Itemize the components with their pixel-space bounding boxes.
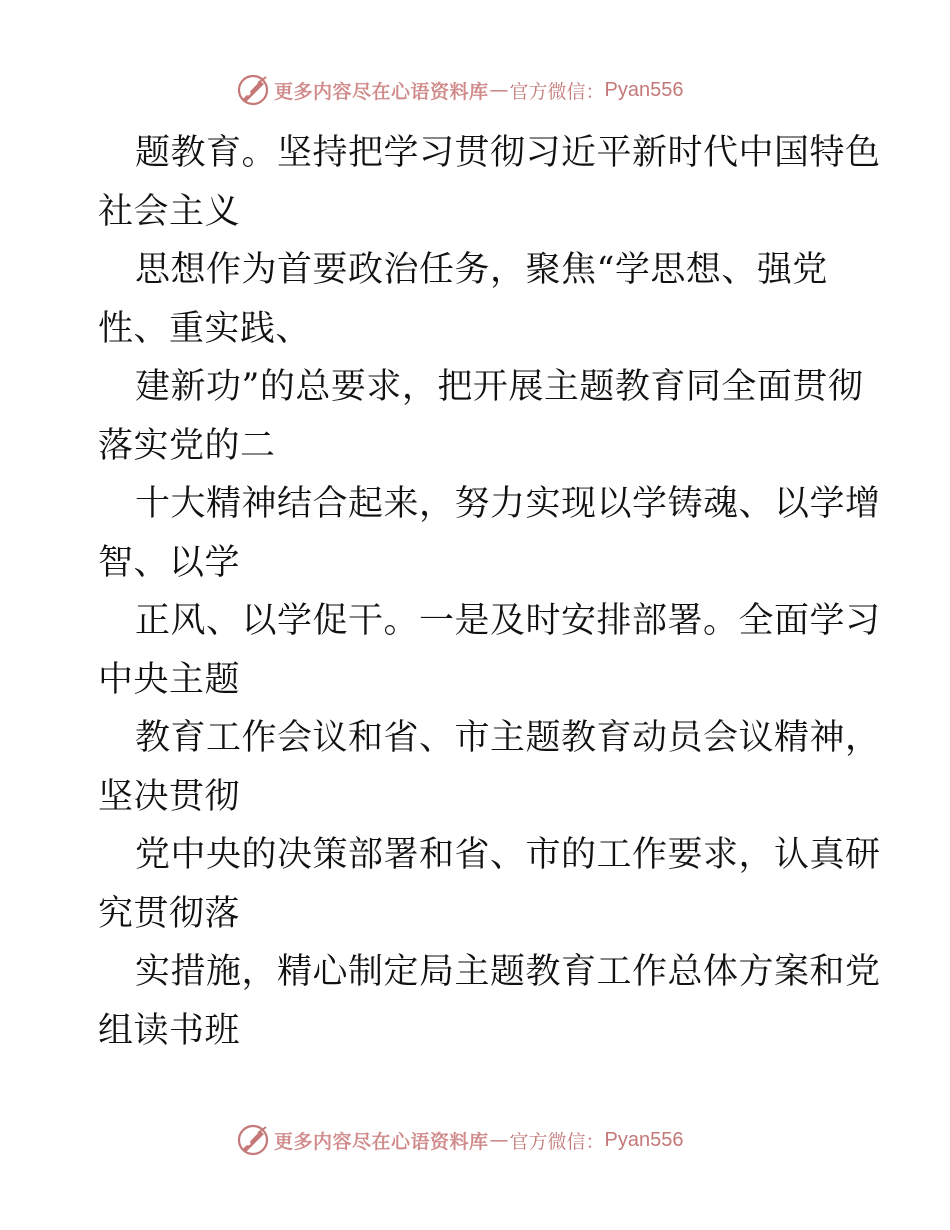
text-line: 组读书班 [98,1010,241,1051]
text-line: 坚决贯彻 [98,776,241,817]
text-line: 思想作为首要政治任务，聚焦“学思想、强党 [135,250,828,290]
text-line: 中央主题 [98,659,241,700]
text-line: 究贯彻落 [98,893,241,934]
header-watermark [236,72,684,108]
text-line: 题教育。坚持把学习贯彻习近平新时代中国特色 [135,133,881,173]
text-line: 落实党的二 [98,425,276,466]
text-line: 智、以学 [98,542,241,583]
text-line: 十大精神结合起来，努力实现以学铸魂、以学增 [135,484,881,524]
watermark-contact-id: Pyan556 [604,78,684,101]
text-line: 性、重实践、 [98,308,312,349]
watermark-title: 更多内容尽在心语资料库 [274,1130,489,1153]
footer-watermark [236,1122,684,1158]
quill-pen-seal-icon [236,73,270,107]
watermark-separator: — [489,1129,509,1151]
document-body [98,124,881,1060]
watermark-title: 更多内容尽在心语资料库 [274,80,489,103]
text-line: 建新功”的总要求，把开展主题教育同全面贯彻 [135,367,864,407]
text-line: 教育工作会议和省、市主题教育动员会议精神， [135,718,881,758]
text-line: 党中央的决策部署和省、市的工作要求，认真研 [135,835,881,875]
quill-pen-seal-icon [236,1123,270,1157]
watermark-contact-label: 官方微信： [509,80,605,103]
watermark-contact-label: 官方微信： [509,1130,605,1153]
text-line: 实措施，精心制定局主题教育工作总体方案和党 [135,952,881,992]
watermark-contact-id: Pyan556 [604,1128,684,1151]
text-line: 社会主义 [98,191,241,232]
watermark-separator: — [489,79,509,101]
text-line: 正风、以学促干。一是及时安排部署。全面学习 [135,601,881,641]
